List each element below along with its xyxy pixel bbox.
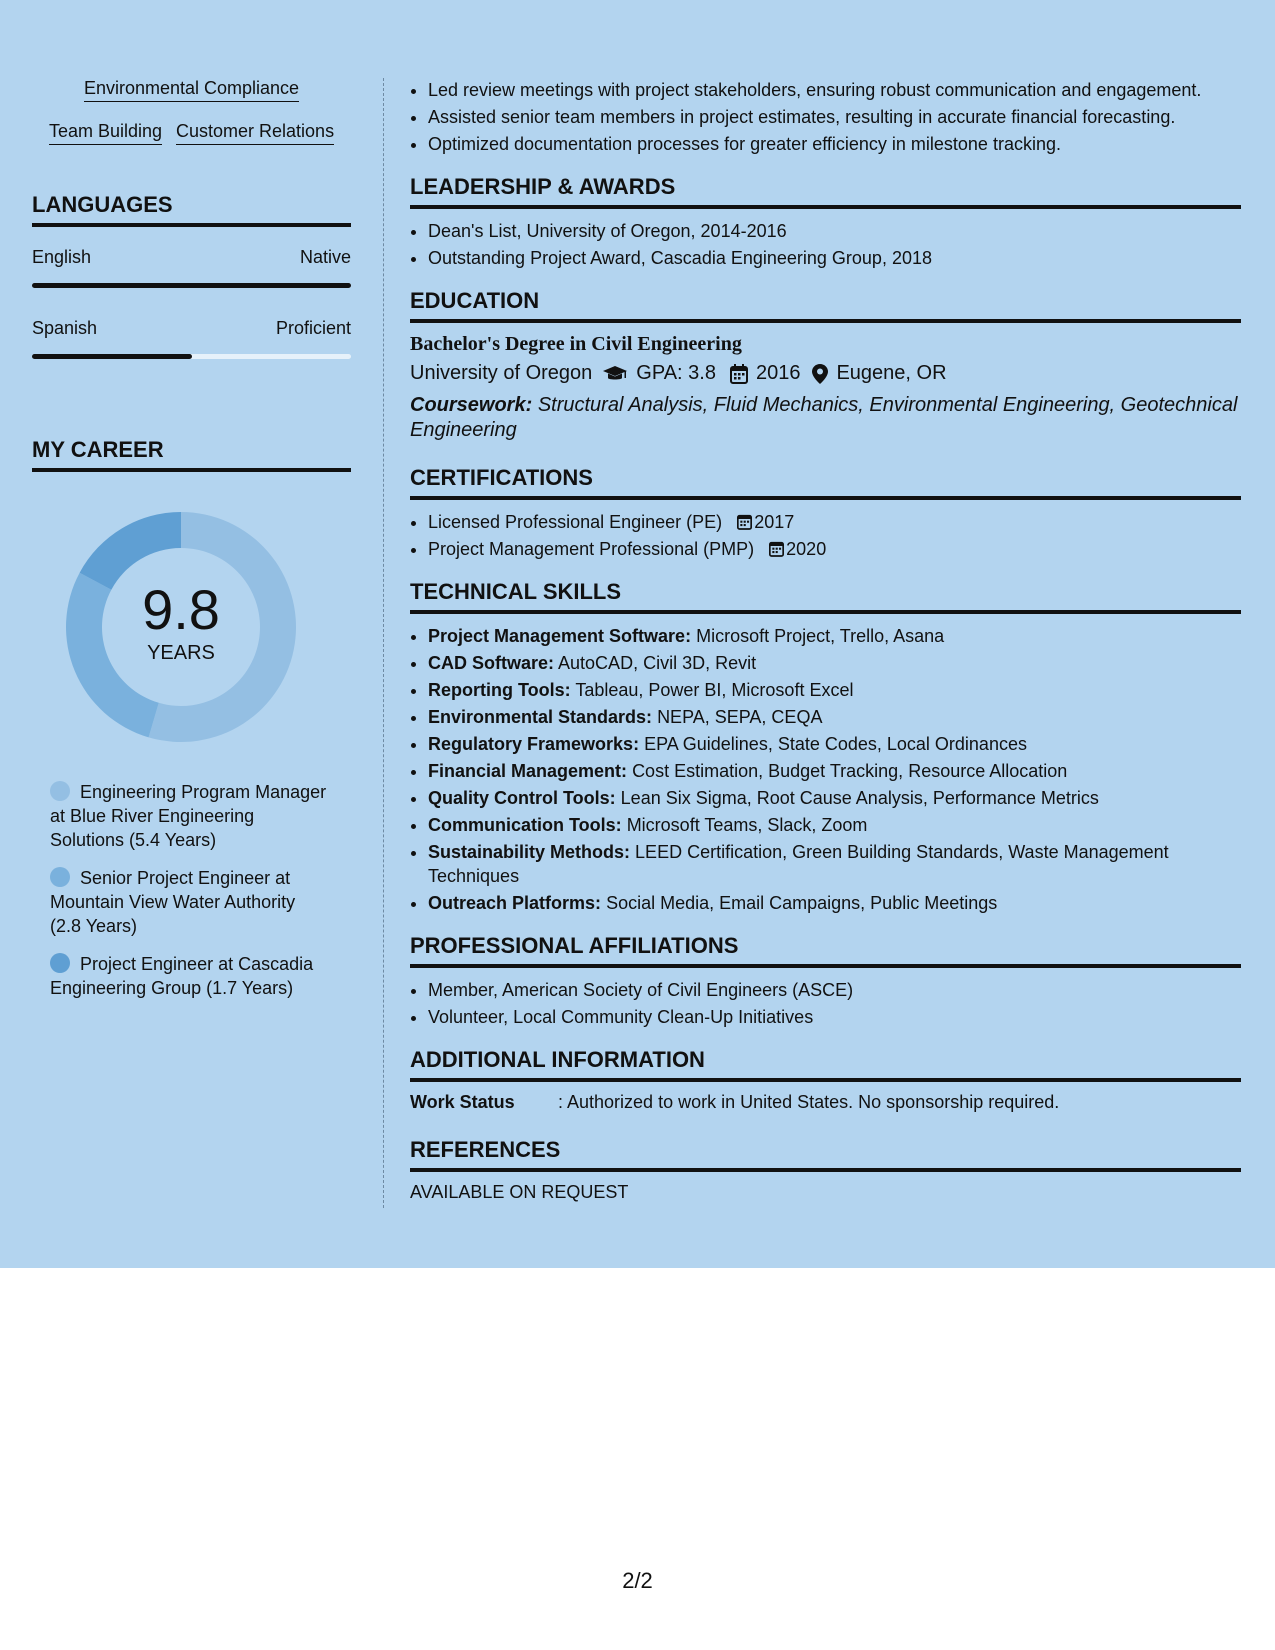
- languages-heading: LANGUAGES: [32, 192, 351, 227]
- coursework: [410, 393, 1241, 443]
- career-legend-label: Senior Project Engineer at Mountain View Water Authority (2.8 Years): [50, 868, 296, 936]
- list-item: • Dean's List, University of Oregon, 2014-2016: [428, 219, 1241, 243]
- list-item: • Member, American Society of Civil Engineers (ASCE): [428, 978, 1241, 1002]
- career-legend-label: Project Engineer at Cascadia Engineering Group (1.7 Years): [50, 954, 314, 998]
- section-heading: TECHNICAL SKILLS: [410, 579, 1241, 614]
- left-column: [32, 78, 351, 1014]
- section-heading: EDUCATION: [410, 288, 1241, 323]
- page-number: 2/2: [622, 1568, 653, 1593]
- skill-tag: Team Building: [49, 121, 162, 145]
- calendar-icon: [769, 540, 784, 557]
- language-level: Proficient: [275, 318, 351, 338]
- list-item: • Environmental Standards: NEPA, SEPA, CEQA: [428, 705, 1241, 729]
- list-item: • Project Management Software: Microsoft Project, Trello, Asana: [428, 624, 1241, 648]
- list-item: • Sustainability Methods: LEED Certification, Green Building Standards, Waste Management Techniques: [428, 840, 1241, 888]
- list-item: • Quality Control Tools: Lean Six Sigma, Root Cause Analysis, Performance Metrics: [428, 786, 1241, 810]
- list-item: [428, 537, 1241, 561]
- career-legend-item: [50, 866, 330, 938]
- career-legend-label: Engineering Program Manager at Blue River Engineering Solutions (5.4 Years): [50, 782, 327, 850]
- skills-list: [410, 624, 1241, 915]
- list-item: • Regulatory Frameworks: EPA Guidelines, State Codes, Local Ordinances: [428, 732, 1241, 756]
- career-legend-item: [50, 780, 330, 852]
- section-heading: ADDITIONAL INFORMATION: [410, 1047, 1241, 1082]
- skill-tag: Environmental Compliance: [84, 78, 299, 102]
- list-item: • Communication Tools: Microsoft Teams, Slack, Zoom: [428, 813, 1241, 837]
- school-name: University of Oregon: [410, 362, 593, 384]
- list-item: • Financial Management: Cost Estimation, Budget Tracking, Resource Allocation: [428, 759, 1241, 783]
- language-bar: [32, 354, 351, 359]
- certification-name: Licensed Professional Engineer (PE): [428, 512, 723, 532]
- gpa: GPA: 3.8: [636, 362, 716, 384]
- career-unit: YEARS: [147, 642, 215, 664]
- certification-year: 2020: [786, 539, 827, 559]
- list-item: • Optimized documentation processes for greater efficiency in milestone tracking.: [428, 132, 1241, 156]
- references-text: AVAILABLE ON REQUEST: [410, 1182, 629, 1202]
- career-legend: [50, 780, 330, 1000]
- list-item: • Reporting Tools: Tableau, Power BI, Microsoft Excel: [428, 678, 1241, 702]
- section-heading: PROFESSIONAL AFFILIATIONS: [410, 933, 1241, 968]
- column-divider: [383, 78, 384, 1208]
- affiliations-list: [410, 978, 1241, 1029]
- career-total: 9.8: [142, 578, 220, 641]
- language-row: [32, 318, 351, 339]
- list-item: • Outreach Platforms: Social Media, Email Campaigns, Public Meetings: [428, 891, 1241, 915]
- language-row: [32, 247, 351, 268]
- language-bar-fill: [32, 354, 192, 359]
- list-item: • Outstanding Project Award, Cascadia Engineering Group, 2018: [428, 246, 1241, 270]
- work-status-value: : Authorized to work in United States. No sponsorship required.: [558, 1092, 1060, 1112]
- work-status-row: [410, 1092, 1241, 1113]
- awards-list: [410, 219, 1241, 270]
- section-heading: REFERENCES: [410, 1137, 1241, 1172]
- school-location: Eugene, OR: [836, 362, 947, 384]
- calendar-icon: [737, 513, 752, 530]
- skill-tag: Customer Relations: [176, 121, 334, 145]
- location-pin-icon: [812, 364, 828, 384]
- coursework-label: Coursework:: [410, 394, 533, 416]
- language-name: English: [32, 247, 92, 267]
- graduation-cap-icon: [602, 365, 628, 383]
- section-heading: LEADERSHIP & AWARDS: [410, 174, 1241, 209]
- list-item: • Led review meetings with project stakeholders, ensuring robust communication and engagement.: [428, 78, 1241, 102]
- graduation-year: 2016: [755, 362, 801, 384]
- career-heading: MY CAREER: [32, 437, 351, 472]
- degree-title: Bachelor's Degree in Civil Engineering: [410, 333, 742, 355]
- career-donut-chart: [66, 512, 296, 742]
- coursework-list: Structural Analysis, Fluid Mechanics, Environmental Engineering, Geotechnical Engineering: [410, 394, 1238, 441]
- career-legend-item: [50, 952, 330, 1000]
- education-details: [410, 362, 1241, 385]
- section-heading: CERTIFICATIONS: [410, 465, 1241, 500]
- legend-dot: [50, 867, 70, 887]
- legend-dot: [50, 781, 70, 801]
- list-item: • Volunteer, Local Community Clean-Up Initiatives: [428, 1005, 1241, 1029]
- certification-name: Project Management Professional (PMP): [428, 539, 755, 559]
- work-status-label: Work Status: [410, 1092, 515, 1112]
- list-item: [428, 510, 1241, 534]
- language-bar: [32, 283, 351, 288]
- skill-tags: [32, 78, 351, 164]
- list-item: • CAD Software: AutoCAD, Civil 3D, Revit: [428, 651, 1241, 675]
- language-level: Native: [299, 247, 351, 267]
- language-bar-fill: [32, 283, 351, 288]
- right-column: [410, 78, 1241, 1203]
- certifications-list: [410, 510, 1241, 561]
- calendar-icon: [730, 364, 748, 384]
- list-item: • Assisted senior team members in project estimates, resulting in accurate financial forecasting.: [428, 105, 1241, 129]
- language-name: Spanish: [32, 318, 98, 338]
- experience-bullets: [410, 78, 1241, 156]
- certification-year: 2017: [754, 512, 795, 532]
- legend-dot: [50, 953, 70, 973]
